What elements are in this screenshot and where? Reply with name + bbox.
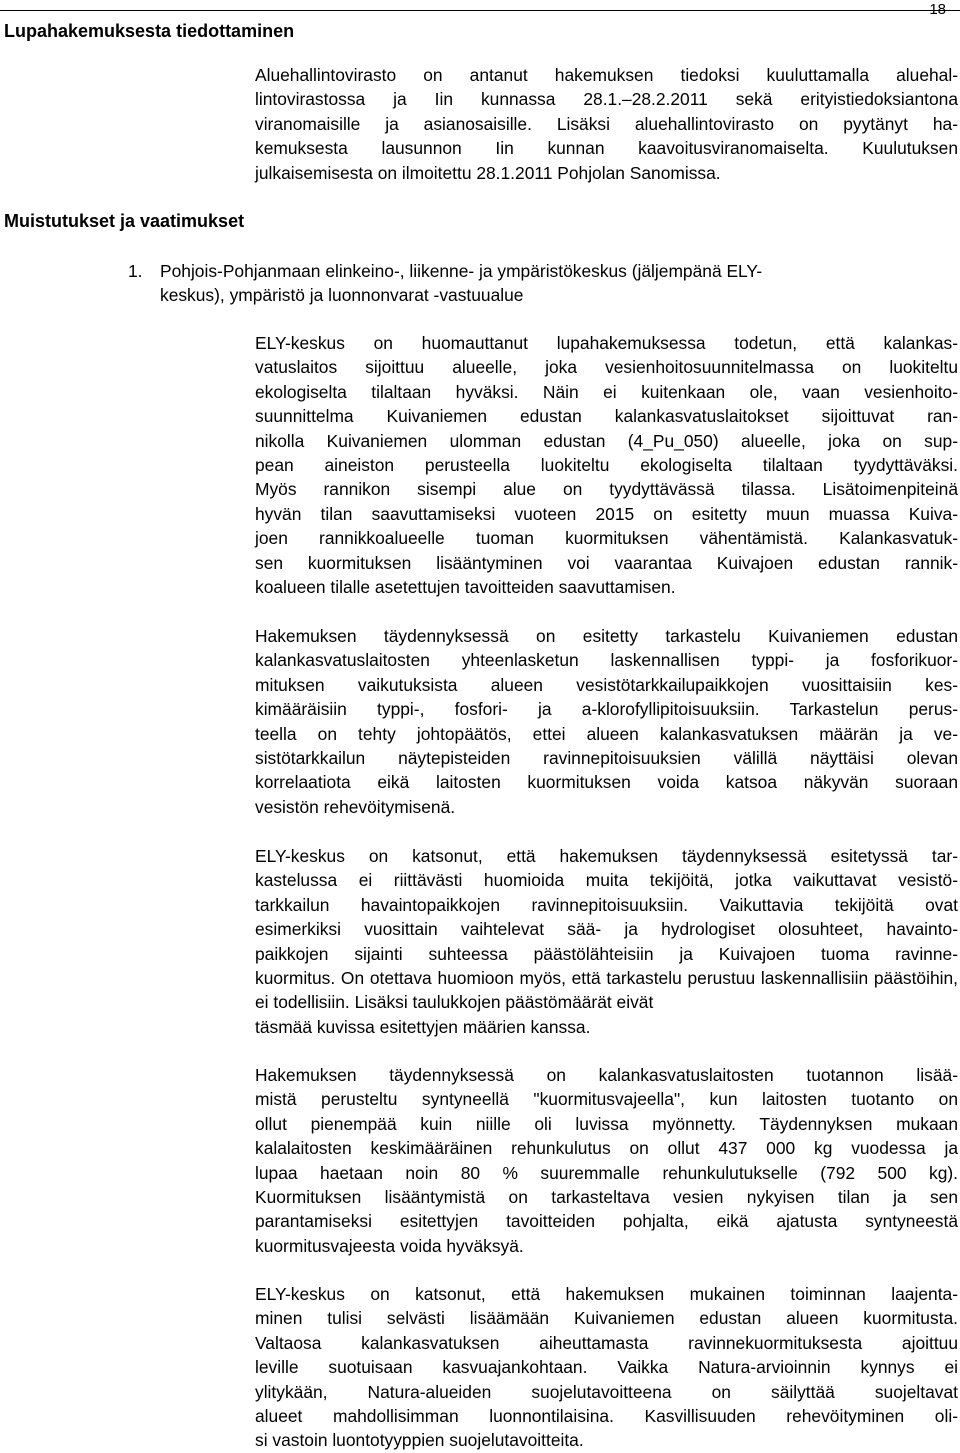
text-line: vatuslaitos sijoittuu alueelle, joka vesienhoitosuunnitelmassa on luokiteltu <box>255 357 958 378</box>
page-number: 18 <box>929 1 946 18</box>
text-line: si vastoin luontotyyppien suojelutavoitteita. <box>255 1430 584 1451</box>
text-line: teella on tehty johtopäätös, ettei alueen kalankasvatuksen määrän ja ve- <box>255 723 958 744</box>
text-line: Kuormituksen lisääntymistä on tarkasteltava vesien nykyisen tilan ja sen <box>255 1187 958 1208</box>
section-heading-muistutukset: Muistutukset ja vaatimukset <box>4 211 245 231</box>
text-line: kimääräisiin typpi-, fosfori- ja a-klorofyllipitoisuuksiin. Tarkastelun perus- <box>255 699 958 720</box>
text-line: kalalaitosten keskimääräinen rehunkulutus on ollut 437 000 kg vuodessa ja <box>255 1138 958 1159</box>
text-line: kemuksesta lausunnon Iin kunnan kaavoitusviranomaiselta. Kuulutuksen <box>255 138 958 159</box>
text-line: suunnittelma Kuivaniemen edustan kalankasvatuslaitokset sijoittuvat ran- <box>255 406 958 427</box>
text-line: ekologiselta tilaltaan hyväksi. Näin ei kuitenkaan ole, vaan vesienhoito- <box>255 381 958 402</box>
text-line: pean aineiston perusteella luokiteltu ekologiselta tilaltaan tyydyttäväksi. <box>255 455 958 476</box>
text-line: Hakemuksen täydennyksessä on esitetty tarkastelu Kuivaniemen edustan <box>255 626 958 646</box>
text-line: mistä perusteltu syntyneellä "kuormitusvajeella", kun laitosten tuotanto on <box>255 1089 958 1110</box>
text-line: parantamiseksi esitettyjen tavoitteiden pohjalta, eikä ajatusta syntyneestä <box>255 1211 958 1232</box>
item-number: 1. <box>128 261 143 281</box>
body-paragraph-4 <box>255 1063 958 1258</box>
text-line: viranomaisille ja asianosaisille. Lisäksi aluehallintovirasto on pyytänyt ha- <box>255 113 958 134</box>
body-paragraph-5 <box>255 1282 958 1453</box>
text-line: koalueen tilalle asetettujen tavoitteiden saavuttamisen. <box>255 577 676 598</box>
text-line: minen tulisi selvästi lisäämään Kuivaniemen edustan alueen kuormitusta. <box>255 1308 958 1329</box>
text-line: sen kuormituksen lisääntyminen voi vaarantaa Kuivajoen edustan rannik- <box>255 552 958 573</box>
text-line: nikolla Kuivaniemen ulomman edustan (4_Pu_050) alueelle, joka on sup- <box>255 430 958 451</box>
text-line: kuormitusvajeesta voida hyväksyä. <box>255 1235 524 1256</box>
text-line: Pohjois-Pohjanmaan elinkeino-, liikenne- ja ympäristökeskus (jäljempänä ELY- <box>160 261 763 281</box>
text-line: kastelussa ei riittävästi huomioida muita tekijöitä, jotka vaikuttavat vesistö- <box>255 870 958 891</box>
text-line: ollut pienempää kuin niille oli luvissa myönnetty. Täydennyksen mukaan <box>255 1113 958 1134</box>
text-line: ELY-keskus on huomauttanut lupahakemuksessa todetun, että kalankas- <box>255 333 958 353</box>
text-line: joen rannikkoalueelle tuoman kuormituksen vähentämistä. Kalankasvatuk- <box>255 528 958 549</box>
text-line: lintovirastossa ja Iin kunnassa 28.1.–28.2.2011 sekä erityistiedoksiantona <box>255 89 958 110</box>
header-rule <box>0 10 960 11</box>
text-line: kuormitus. On otettava huomioon myös, että tarkastelu perustuu laskennallisiin päästöihin, ei todellisiin. Lisäksi taulukkojen päästömäärät eivät <box>255 968 958 1013</box>
text-line: leville suotuisaan kasvuajankohtaan. Vaikka Natura-arvioinnin kynnys ei <box>255 1357 958 1378</box>
text-line: hyvän tilan saavuttamiseksi vuoteen 2015 on esitetty muun muassa Kuiva- <box>255 503 958 524</box>
text-line: Myös rannikon sisempi alue on tyydyttävässä tilassa. Lisätoimenpiteinä <box>255 479 958 500</box>
text-line: Aluehallintovirasto on antanut hakemuksen tiedoksi kuuluttamalla aluehal- <box>255 65 958 85</box>
text-line: esimerkiksi vuosittain vaihtelevat sää- ja hydrologiset olosuhteet, havainto- <box>255 919 958 940</box>
text-line: mituksen vaikutuksista alueen vesistötarkkailupaikkojen vuosittaisiin kes- <box>255 674 958 695</box>
text-line: korrelaatiota eikä laitosten kuormituksen voida katsoa näkyvän suoraan <box>255 772 958 793</box>
item-title <box>160 259 958 308</box>
text-line: ELY-keskus on katsonut, että hakemuksen mukainen toiminnan laajenta- <box>255 1284 958 1304</box>
body-paragraph-2 <box>255 624 958 819</box>
text-line: julkaisemisesta on ilmoitettu 28.1.2011 Pohjolan Sanomissa. <box>255 162 721 183</box>
body-paragraph-3 <box>255 844 958 1039</box>
text-line: ylitykään, Natura-alueiden suojelutavoitteena on säilyttää suojeltavat <box>255 1381 958 1402</box>
text-line: tarkkailun havaintopaikkojen ravinnepitoisuuksiin. Vaikuttavia tekijöitä ovat <box>255 894 958 915</box>
text-line: ELY-keskus on katsonut, että hakemuksen täydennyksessä esitetyssä tar- <box>255 846 958 866</box>
section-heading-tiedottaminen: Lupahakemuksesta tiedottaminen <box>4 21 295 41</box>
text-line: Hakemuksen täydennyksessä on kalankasvatuslaitosten tuotannon lisää- <box>255 1065 958 1085</box>
text-line: alueet mahdollisimman luonnontilaisina. Kasvillisuuden rehevöityminen oli- <box>255 1406 958 1427</box>
text-line: keskus), ympäristö ja luonnonvarat -vastuualue <box>160 285 524 306</box>
text-line: sistötarkkailun näytepisteiden ravinnepitoisuuksien välillä näyttäisi olevan <box>255 748 958 769</box>
text-line: kalankasvatuslaitosten yhteenlasketun laskennallisen typpi- ja fosforikuor- <box>255 650 958 671</box>
text-line: lupaa haetaan noin 80 % suuremmalle rehunkulutukselle (792 500 kg). <box>255 1162 958 1183</box>
intro-paragraph <box>255 63 958 185</box>
body-paragraph-1 <box>255 331 958 599</box>
text-line: Valtaosa kalankasvatuksen aiheuttamasta ravinnekuormituksesta ajoittuu <box>255 1332 958 1353</box>
text-line: vesistön rehevöitymisenä. <box>255 796 456 817</box>
numbered-item-1 <box>128 259 958 308</box>
text-line: täsmää kuvissa esitettyjen määrien kanssa. <box>255 1016 591 1037</box>
text-line: paikkojen sijainti suhteessa päästölähteisiin ja Kuivajoen tuoma ravinne- <box>255 943 958 964</box>
